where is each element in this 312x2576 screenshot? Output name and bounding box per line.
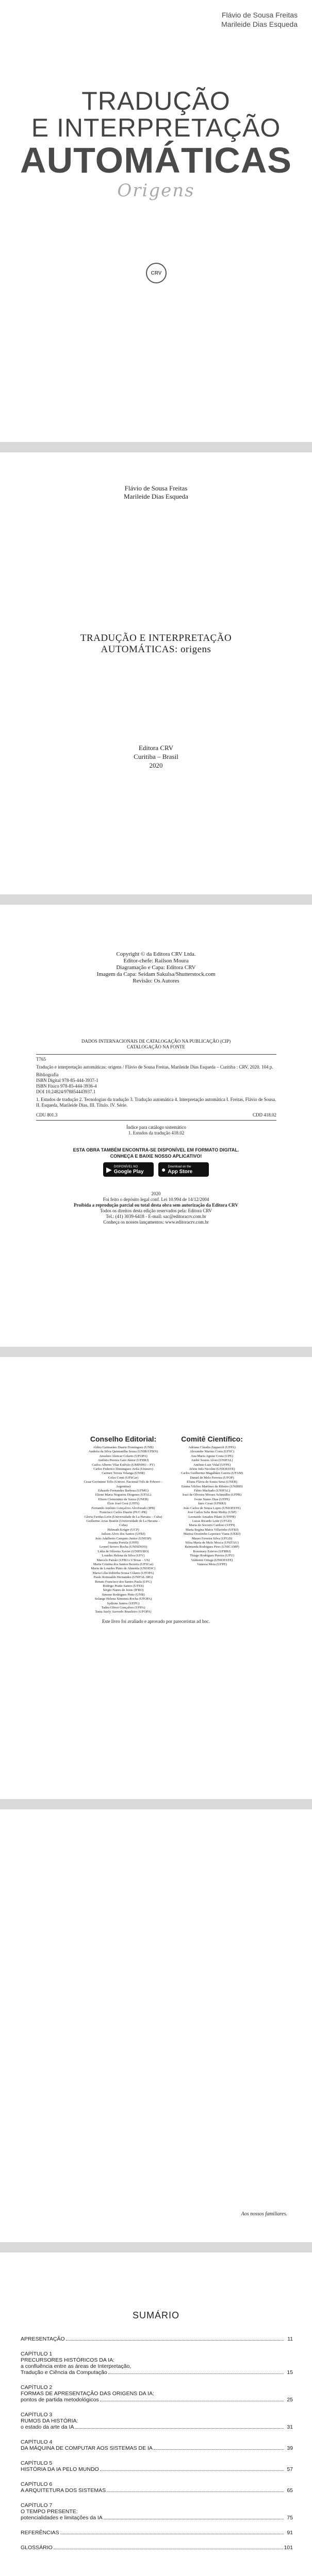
badge-label [168,1164,192,1175]
board-member: Sydione Santos (UEPG) [107,1601,140,1605]
badge-label [114,1164,144,1175]
board-member: Simone Rodrigues Pinto (UNB) [102,1592,145,1597]
copyright-page [0,905,312,1347]
author-name: Marileide Dias Esqueda [124,493,188,500]
toc-leader-dots [66,2340,284,2341]
board-member: Valdemir Ortega (UNIOESTE) [191,1558,233,1562]
toc-page-number: 65 [287,2487,293,2494]
board-member: Tania Suely Azevedo Brasileiro (UFOPA) [95,1610,152,1614]
toc-page-number: 91 [287,2530,293,2536]
board-member: André Soares Alves (UNIFAL) [191,1459,233,1463]
board-member: Maria Cristina dos Santos Bezerra (UFSCar) [93,1562,154,1566]
publisher-city: Curitiba – Brasil [134,753,178,760]
title-page-title [0,633,312,655]
cip-heading [0,1039,312,1050]
toc-page-number: 57 [287,2466,293,2472]
cip-isbn: ISBN Digital 978-85-444-3937-1 [36,1078,98,1083]
dedication-page [0,1809,312,2242]
board-member: Arlete Inês Nicolini (UNIOESTE) [189,1467,235,1471]
toc-page-number: 15 [287,2369,293,2376]
legal-notice [0,1191,312,1225]
toc-entry[interactable] [21,2439,293,2451]
board-member: Carlos Federico Dominguez Avila (Unieuro) [93,1467,153,1471]
board-member: João Adalberto Campato Junior (UNESP) [95,1536,152,1540]
toc-row [21,2424,293,2430]
toc-entry-line: FORMAS DE APRESENTAÇÃO DAS ORIGENS DA IA: [21,2391,154,2397]
board-member: Carlos Guilherme Magalhães Guerra (UFAM) [180,1471,243,1476]
toc-list [21,2336,293,2560]
cover-page [0,0,312,442]
board-member: Anselmo Alencar Colares (UFOPA) [99,1454,147,1458]
legal-line: Proibida a reprodução parcial ou total desta obra sem autorização da Editora CRV [73,1202,238,1208]
board-member: Paulo Romualdo Hernandes (UNIFAL-MG) [93,1575,153,1580]
toc-entry-line: a confluência entre as áreas de Interpretação, [21,2363,132,2369]
store-badges [103,1162,209,1177]
board-member: Fábio Machado (UNIFAL) [194,1489,230,1493]
toc-entry[interactable] [21,2336,293,2342]
board-member: Fernando Antônio Gonçalves Alcoforado (IPB) [91,1506,155,1510]
board-member: Antônio Pereira Gaio Júnior (UFRRJ) [97,1459,149,1463]
board-member: Eduardo Fernandes Barbosa (UFMG) [97,1489,149,1493]
index-title: Índice para catálogo sistemático [126,1125,186,1130]
toc-entry[interactable] [21,2351,293,2376]
legal-website: Conheça os nossos lançamentos: www.editoracrv.com.br [103,1219,209,1225]
legal-contact: Tel.: (41) 3039-6418 - E-mail: sac@editoracrv.com.br [106,1214,206,1219]
board-member: Lucas Ricardo Leite (UFGD) [192,1519,232,1523]
credit-line: Copyright © da Editora CRV Ltda. [116,951,196,957]
board-member: Thiago Rodrigues Pereira (UFU) [190,1554,234,1558]
toc-page-number: 25 [287,2397,293,2403]
toc-leader-dots [75,2428,284,2429]
board-member: Nilza Maria de Melo Mosca (UNITAU) [185,1540,239,1545]
board-member: Maria Regina Matos Villarinho (UFRJ) [185,1528,239,1532]
legal-year: 2020 [151,1191,161,1196]
credit-line: Imagem da Capa: Seidam Sakulsa/Shutterstock.com [96,971,216,977]
toc-entry[interactable] [21,2384,293,2403]
toc-entry-title: pontos de partida metodológicos [21,2397,99,2403]
toc-entry[interactable] [21,2412,293,2430]
toc-entry[interactable] [21,2545,293,2551]
toc-page-number: 75 [287,2515,293,2521]
title-page-imprint [0,743,312,770]
toc-leader-dots [154,2449,284,2450]
toc-row [21,2545,293,2551]
editorial-board-page [0,1357,312,1799]
ebook-notice [0,1147,312,1159]
toc-entry-line: CAPÍTULO 3 [21,2412,53,2418]
board-member: Tadeu Oliver Gonçalves (UFPA) [101,1606,145,1610]
google-play-badge[interactable] [103,1162,154,1177]
board-member: Josania Portela (UFPI) [108,1540,139,1545]
toc-entry[interactable] [21,2530,293,2536]
toc-leader-dots [100,2470,284,2471]
toc-entry-line: CAPÍTULO 1 [21,2351,53,2357]
cover-title-line: E INTERPRETAÇÃO [31,113,281,142]
board-member: Daniel de Melo Ferreira (UFOP) [190,1476,234,1480]
credit-line: Diagramação e Capa: Editora CRV [116,964,196,971]
cip-code: T765 [36,1057,46,1062]
board-member: Elizeu Clementino de Souza (UNEB) [98,1497,149,1501]
review-note: Este livro foi avaliado e aprovado por pareceristas ad hoc. [102,1619,210,1624]
author-name: Flávio de Sousa Freitas [221,11,298,19]
board-member: Leonel Severo Rocha (UNISINOS) [99,1545,147,1549]
cip-isbn: ISBN Físico 978-85-444-3936-4 [36,1083,97,1089]
cover-title [0,88,312,201]
ebook-line: CONHEÇA E BAIXE NOSSO APLICATIVO! [110,1154,202,1159]
board-member: Guillermo Arias Beatón (Universidade de La Havana – Cuba) [86,1519,160,1528]
board-member: Eliana Flávia de Souza Sena (UNEB) [187,1480,237,1484]
cip-index [36,1125,276,1136]
board-member: José Carlos Sebe Bom Meihy (USP) [187,1511,237,1515]
editorial-council [83,1434,164,1615]
board-member: Adriana Cláudia Zapparoli (UFPA) [188,1446,236,1449]
toc-entry-title: potencialidades e limitações da IA [21,2515,103,2521]
board-member: Alexandre Marino Costa (UFSC) [189,1450,235,1454]
board-member: Rodrigo Pratte-Santos (UFES) [103,1584,144,1588]
toc-title: SUMÁRIO [132,2310,179,2320]
board-member: Maria Lília Imbiriba Sousa Colares (UFOPA) [92,1571,154,1575]
credit-line: Editor-chefe: Railson Moura [123,958,189,964]
ebook-line: ESTA OBRA TAMBÉM ENCONTRA-SE DISPONÍVEL EM FORMATO DIGITAL. [73,1147,239,1153]
board-member: Ivone Nunes Dias (UFPE) [194,1497,230,1501]
board-member: Jailson Alves dos Santos (UFRJ) [101,1532,145,1536]
toc-entry-title: Tradução e Ciência da Computação [21,2369,107,2376]
publisher-name: Editora CRV [138,744,174,752]
cover-subtitle: Origens [117,180,195,201]
board-member: Maria de Lourdes Pinto de Almeida (UNOESC) [91,1567,156,1571]
author-name: Flávio de Sousa Freitas [124,484,188,492]
cover-title-line: AUTOMÁTICAS [20,140,292,180]
board-member: Raimunda Rodrigues Pires (UNICAMP) [185,1545,239,1549]
board-member: Celso Conti (UFSCar) [108,1476,139,1480]
board-member: Antônio Luiz Vidal (UFPE) [193,1463,231,1467]
play-icon: ▶ [106,1165,112,1174]
editorial-council-title: Conselho Editorial: [90,1435,157,1443]
board-member: Carlos Alberto Vilar Estêvão (UMINHO – PT) [92,1463,155,1467]
board-member: Marcelo Paixão (UFRJ e UTexas – US) [96,1558,150,1562]
table-of-contents-page [0,2252,312,2576]
toc-row [21,2530,293,2536]
title-page-authors [0,484,312,501]
cip-cdu: CDU 801.3 [36,1112,58,1117]
cip-doi: DOI 10.24824/978854443937.1 [36,1089,96,1094]
toc-page-number: 39 [287,2445,293,2451]
index-item: 1. Estudos da tradução 418.02 [128,1130,185,1136]
scientific-committee-title: Comitê Científico: [181,1435,243,1443]
toc-page-number: 31 [287,2424,293,2430]
toc-entry-line: RUMOS DA HISTÓRIA: [21,2418,78,2424]
toc-entry-line: CAPÍTULO 2 [21,2384,53,2391]
toc-entry-line: PRECURSORES HISTÓRICOS DA IA: [21,2357,115,2363]
toc-entry-line: O TEMPO PRESENTE: [21,2509,78,2515]
scientific-committee [171,1434,253,1615]
board-member: Aldira Guimarães Duarte Domínguez (UNB) [93,1446,154,1449]
toc-entry-line: CAPÍTULO 4 [21,2439,53,2445]
board-member: Renato Francisco dos Santos Paula (UFG) [95,1580,152,1584]
board-member: Francisco Carlos Duarte (PUC-PR) [100,1511,147,1515]
toc-row [21,2515,293,2521]
badge-store: Google Play [113,1169,144,1175]
board-member: Ana Maria Aguiar Costa (UPE) [191,1454,233,1458]
toc-entry-line: CAPÍTULO 5 [21,2460,53,2466]
board-member: João Carlos de Souza Lopes (UNIOESTE) [183,1506,241,1510]
toc-entry-line: CAPÍTULO 6 [21,2481,53,2487]
logo-text: CRV [151,270,162,276]
board-member: Sérgio Nunes de Jesus (IFRO) [103,1588,144,1592]
legal-line: Todos os direitos desta edição reservados pela: Editora CRV [100,1208,212,1213]
board-member: Helmuth Krüger (UCP) [107,1528,139,1532]
toc-entry[interactable] [21,2460,293,2472]
toc-row [21,2397,293,2403]
board-member: Elione Maria Nogueira Diogenes (UFAL) [95,1493,152,1497]
toc-entry-title: A ARQUITETURA DOS SISTEMAS [21,2487,106,2494]
toc-row [21,2466,293,2472]
badge-store: App Store [168,1169,193,1175]
apple-icon: ● [161,1165,166,1174]
cip-subjects: 1. Estudos de tradução 2. Tecnologias da tradução 3. Tradução automática 4. Interpretação automática I. Freitas, Flávio de Sousa. II. Esqueda, Marileide Dias. III. Título. IV. Série. [36,1097,276,1108]
badge-top: Download on the [168,1165,191,1168]
toc-entry-title: o estado da arte da IA [21,2424,74,2430]
board-member: Mauro Ferreira Silva (UFGD) [191,1536,233,1540]
toc-entry-line: CAPÍTULO 7 [21,2502,53,2509]
cip-record [36,1054,276,1136]
title-line: TRADUÇÃO E INTERPRETAÇÃO [80,633,232,643]
board-member: Jairo Cesar (UFRRJ) [198,1502,226,1506]
publication-year: 2020 [149,761,163,769]
toc-row [21,2487,293,2494]
toc-entry[interactable] [21,2502,293,2521]
board-member: Gloria Fariñas León (Universidade de La Havana – Cuba) [84,1515,162,1519]
board-member: Andréia da Silva Quintanilha Sousa (UNIR/UFRN) [88,1450,158,1454]
board-member: Vanessa Mota (UFPE) [196,1562,227,1566]
title-line: AUTOMÁTICAS: origens [101,644,211,655]
board-member: Iraci de Oliveira Moraes Schmidlin (UFPR) [182,1493,242,1497]
dedication-text: Aos nossos familiares. [241,2211,287,2217]
board-member: Lídia de Oliveira Xavier (UNIEURO) [97,1549,149,1553]
credit-line: Revisão: Os Autores [133,978,179,984]
cip-classification [36,1112,276,1118]
toc-page-number: 11 [287,2336,293,2342]
toc-entry-title: REFERÊNCIAS [21,2530,59,2536]
app-store-badge[interactable] [158,1162,209,1177]
board-member: Élsio José Corá (UFFS) [107,1502,139,1506]
cip-subtitle: CATALOGAÇÃO NA FONTE [127,1044,185,1049]
toc-page-number: 101 [284,2545,293,2551]
board-columns [83,1434,253,1615]
cover-authors [221,10,298,29]
toc-row [21,2445,293,2451]
toc-entry-title: DA MÁQUINA DE COMPUTAR AOS SISTEMAS DE IA [21,2445,153,2451]
board-member: Lourdes Helena da Silva (UFV) [102,1554,145,1558]
cip-biblio: Bibliografia [36,1072,59,1077]
cover-title-line: TRADUÇÃO [81,87,231,115]
board-member: Leonardo Amadeu Pilatti (UTFPR) [188,1515,236,1519]
toc-row [21,2336,293,2342]
board-member: Maria do Socorro Cardoso (UFPI) [189,1523,235,1528]
credits-block [0,951,312,985]
board-member: Cesar Gerónimo Tello (Univer. Nacional Três de Febrero – Argentina) [84,1480,163,1488]
toc-row [21,2369,293,2376]
divider [36,1120,276,1121]
toc-entry-title: APRESENTAÇÃO [21,2336,65,2342]
title-page [0,452,312,894]
publisher-logo-icon [146,263,167,283]
toc-entry-title: GLOSSÁRIO [21,2545,53,2551]
board-member: Rosemary Esteves (UFRRJ) [193,1549,231,1553]
board-member: Solange Helena Ximenes-Rocha (UFOPA) [94,1597,152,1601]
toc-entry-title: HISTÓRIA DA IA PELO MUNDO [21,2466,99,2472]
badge-top: DISPONÍVEL NO [113,1165,138,1168]
divider [36,1054,276,1055]
board-member: Carmen Tereza Velanga (UNIR) [102,1471,145,1476]
legal-line: Foi feito o depósito legal conf. Lei 10.994 de 14/12/2004 [103,1197,209,1202]
toc-entry[interactable] [21,2481,293,2494]
cip-cdd: CDD 418.02 [252,1112,276,1117]
author-name: Marileide Dias Esqueda [221,20,298,28]
cip-title: DADOS INTERNACIONAIS DE CATALOGAÇÃO NA PUBLICAÇÃO (CIP) [81,1039,231,1044]
board-member: Emma Vilches Martínez de Ribeiro (UNIBH) [181,1484,243,1488]
board-member: Mariza Orozimbo Leporace Viana (UERJ) [183,1532,241,1536]
cip-entry: Tradução e interpretação automáticas: origens / Flávio de Sousa Freitas, Marileide Dias Esqueda – Curitiba : CRV, 2020. 104 p. [36,1064,273,1070]
